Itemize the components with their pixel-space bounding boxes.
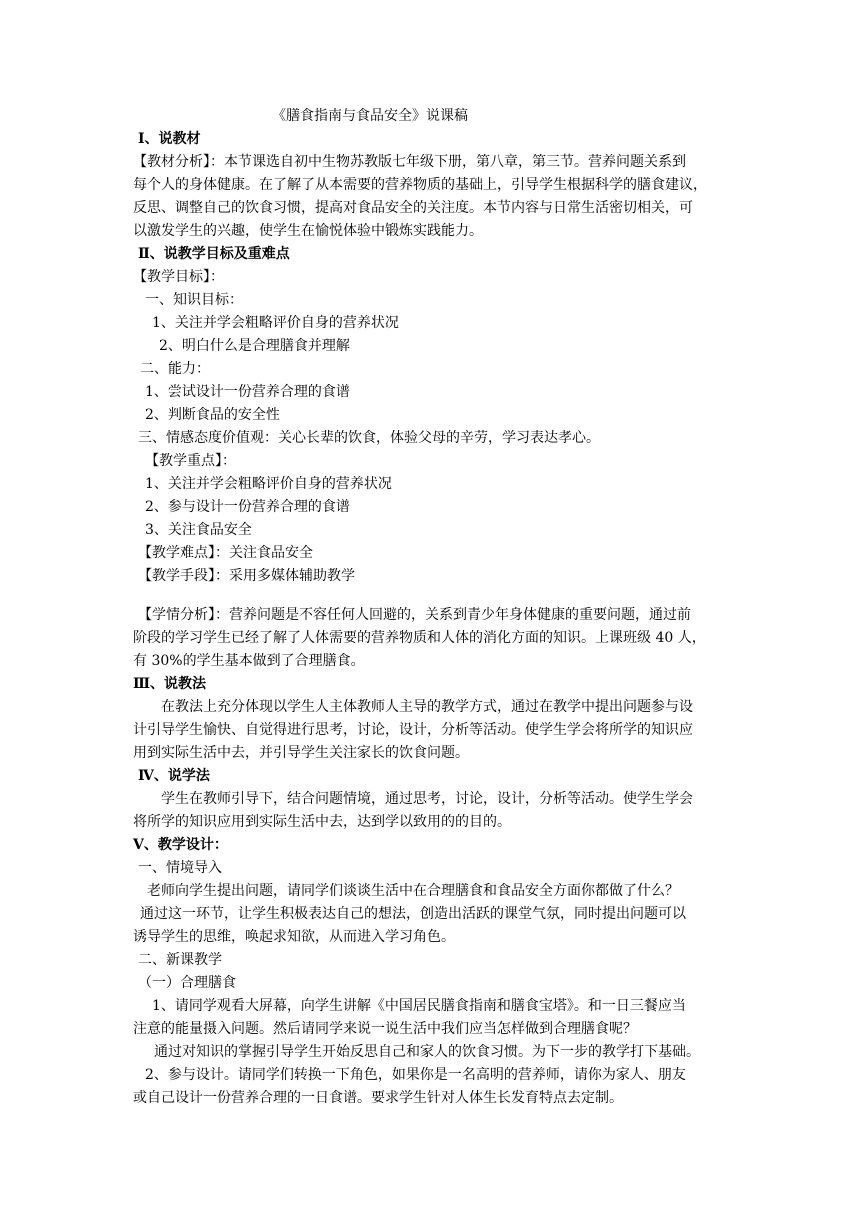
text-line: 在教法上充分体现以学生人主体教师人主导的教学方式，通过在教学中提出问题参与设 [161, 699, 693, 715]
text-line: 老师向学生提出问题，请同学们谈谈生活中在合理膳食和食品安全方面你都做了什么？ [147, 883, 679, 899]
text-line: 注意的能量摄入问题。然后请同学来说一说生活中我们应当怎样做到合理膳食呢？ [133, 1021, 637, 1037]
text-line: 每个人的身体健康。在了解了从本需要的营养物质的基础上，引导学生根据科学的膳食建议， [133, 177, 707, 193]
text-line: 计引导学生愉快、自觉得进行思考，讨论，设计，分析等活动。使学生学会将所学的知识应 [133, 722, 693, 738]
section-heading-5: Ⅴ、教学设计： [133, 837, 228, 853]
text-line: 【教学手段】：采用多媒体辅助教学 [138, 568, 355, 584]
section-heading-4: Ⅳ、说学法 [138, 768, 210, 784]
section-heading-2: Ⅱ、说教学目标及重难点 [138, 246, 290, 262]
section-heading-1: Ⅰ、说教材 [138, 131, 201, 147]
text-line: 或自己设计一份营养合理的一日食谱。要求学生针对人体生长发育特点去定制。 [133, 1090, 623, 1106]
text-line: 2、参与设计。请同学们转换一下角色，如果你是一名高明的营养师，请你为家人、朋友 [145, 1067, 686, 1083]
text-line: 以激发学生的兴趣，使学生在愉悦体验中锻炼实践能力。 [133, 223, 483, 239]
text-line: 二、能力： [140, 361, 210, 377]
section-heading-3: Ⅲ、说教法 [133, 676, 207, 692]
text-line: 2、参与设计一份营养合理的食谱 [145, 499, 350, 515]
text-line: 有 30%的学生基本做到了合理膳食。 [133, 653, 365, 669]
text-line: 诱导学生的思维，唤起求知欲，从而进入学习角色。 [133, 929, 455, 945]
text-line: 【教材分析】：本节课选自初中生物苏教版七年级下册，第八章，第三节。营养问题关系到 [133, 154, 686, 170]
text-line: 3、关注食品安全 [145, 522, 252, 538]
text-line: 1、关注并学会粗略评价自身的营养状况 [145, 476, 392, 492]
text-line: 学生在教师引导下，结合问题情境，通过思考，讨论，设计，分析等活动。使学生学会 [161, 791, 693, 807]
text-line: 一、情境导入 [138, 860, 222, 876]
text-line: 通过这一环节，让学生积极表达自己的想法，创造出活跃的课堂气氛，同时提出问题可以 [140, 906, 686, 922]
text-line: 通过对知识的掌握引导学生开始反思自己和家人的饮食习惯。为下一步的教学打下基础。 [154, 1044, 700, 1060]
document-title: 《膳食指南与食品安全》说课稿 [272, 108, 468, 124]
text-line: 1、关注并学会粗略评价自身的营养状况 [152, 315, 399, 331]
text-line: 用到实际生活中去，并引导学生关注家长的饮食问题。 [133, 745, 469, 761]
text-line: 2、明白什么是合理膳食并理解 [159, 338, 350, 354]
text-line: 1、请同学观看大屏幕，向学生讲解《中国居民膳食指南和膳食宝塔》。和一日三餐应当 [152, 998, 686, 1014]
text-line: 【教学难点】：关注食品安全 [138, 545, 313, 561]
text-line: 将所学的知识应用到实际生活中去，达到学以致用的的目的。 [133, 814, 511, 830]
text-line: 【教学重点】： [145, 453, 236, 469]
text-line: 【学情分析】：营养问题是不容任何人回避的，关系到青少年身体健康的重要问题，通过前 [138, 607, 691, 623]
text-line: 2、判断食品的安全性 [145, 407, 280, 423]
text-line: 阶段的学习学生已经了解了人体需要的营养物质和人体的消化方面的知识。上课班级 40 人， [133, 630, 706, 646]
text-line: 三、情感态度价值观：关心长辈的饮食，体验父母的辛劳，学习表达孝心。 [138, 430, 600, 446]
text-line: 一、知识目标： [145, 292, 243, 308]
text-line: 反思、调整自己的饮食习惯，提高对食品安全的关注度。本节内容与日常生活密切相关，可 [133, 200, 693, 216]
text-line: （一）合理膳食 [138, 975, 236, 991]
text-line: 【教学目标】： [133, 269, 224, 285]
text-line: 二、新课教学 [138, 952, 222, 968]
text-line: 1、尝试设计一份营养合理的食谱 [145, 384, 350, 400]
